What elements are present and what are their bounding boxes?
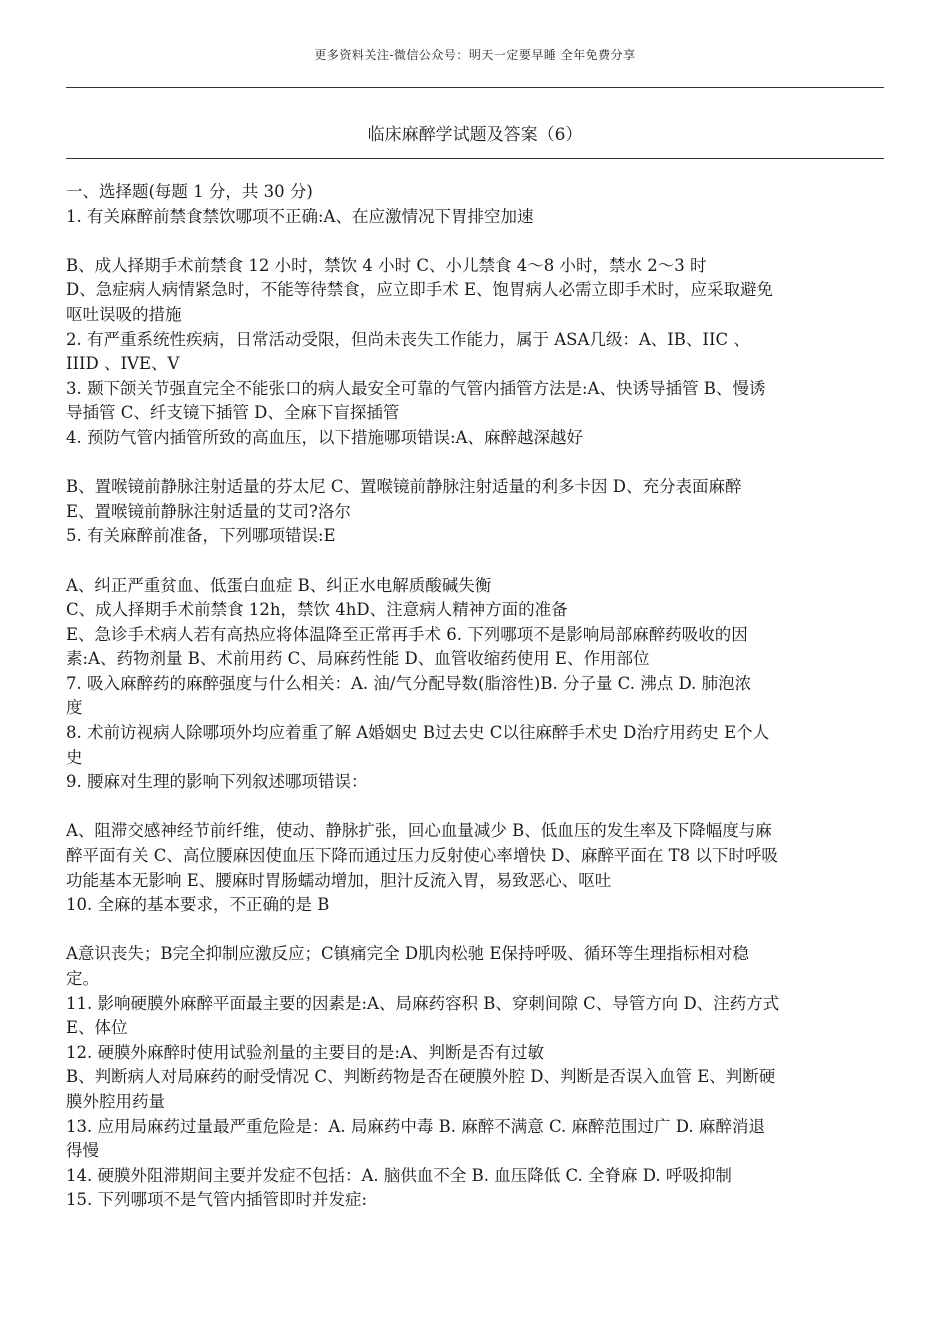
text-line: 8. 术前访视病人除哪项外均应着重了解 A婚姻史 B过去史 C以往麻醉手术史 D治疗用药史 E个人 xyxy=(66,723,770,743)
text-line: 得慢 xyxy=(66,1141,99,1161)
text-line: 7. 吸入麻醉药的麻醉强度与什么相关：A. 油/气分配导数(脂溶性)B. 分子量 C. 沸点 D. 肺泡浓 xyxy=(66,673,752,693)
text-line: 膜外腔用药量 xyxy=(66,1091,165,1111)
text-line: 11. 影响硬膜外麻醉平面最主要的因素是:A、局麻药容积 B、穿刺间隙 C、导管方向 D、注药方式 xyxy=(66,993,780,1013)
text-line: C、成人择期手术前禁食 12h，禁饮 4hD、注意病人精神方面的准备 xyxy=(66,600,568,620)
text-line: A、纠正严重贫血、低蛋白血症 B、纠正水电解质酸碱失衡 xyxy=(66,575,492,595)
text-line: A意识丧失；B完全抑制应激反应；C镇痛完全 D肌肉松驰 E保持呼吸、循环等生理指标相对稳 xyxy=(66,944,749,964)
blank-line xyxy=(66,229,878,254)
text-line: 12. 硬膜外麻醉时使用试验剂量的主要目的是:A、判断是否有过敏 xyxy=(66,1042,544,1062)
text-line: 4. 预防气管内插管所致的高血压，以下措施哪项错误:A、麻醉越深越好 xyxy=(66,427,583,447)
text-line: E、急诊手术病人若有高热应将体温降至正常再手术 6. 下列哪项不是影响局部麻醉药吸收的因 xyxy=(66,624,748,644)
title-divider xyxy=(66,158,884,159)
text-line: 一、选择题(每题 1 分，共 30 分) xyxy=(66,182,313,201)
blank-line xyxy=(66,795,878,820)
text-line: 醉平面有关 C、高位腰麻因使血压下降而通过压力反射使心率增快 D、麻醉平面在 T8 以下时呼吸 xyxy=(66,846,778,866)
text-line: 9. 腰麻对生理的影响下列叙述哪项错误： xyxy=(66,772,368,792)
text-line: 5. 有关麻醉前准备，下列哪项错误:E xyxy=(66,526,336,546)
text-line: 定。 xyxy=(66,969,99,988)
text-line: A、阻滞交感神经节前纤维，使动、静脉扩张，回心血量减少 B、低血压的发生率及下降幅度与麻 xyxy=(66,821,772,841)
text-line: E、体位 xyxy=(66,1018,128,1038)
header-divider xyxy=(66,87,884,88)
text-line: 3. 颞下颌关节强直完全不能张口的病人最安全可靠的气管内插管方法是:A、快诱导插管 B、慢诱 xyxy=(66,378,766,398)
blank-line xyxy=(66,918,878,943)
text-line: 1. 有关麻醉前禁食禁饮哪项不正确:A、在应激情况下胃排空加速 xyxy=(66,206,534,226)
text-line: 导插管 C、纤支镜下插管 D、全麻下盲探插管 xyxy=(66,403,400,423)
text-line: 功能基本无影响 E、腰麻时胃肠蠕动增加，胆汁反流入胃，易致恶心、呕吐 xyxy=(66,870,612,890)
text-line: 15. 下列哪项不是气管内插管即时并发症: xyxy=(66,1190,368,1210)
blank-line xyxy=(66,451,878,476)
page-header: 更多资料关注-微信公众号：明天一定要早睡 全年免费分享 xyxy=(314,48,636,62)
text-line: B、置喉镜前静脉注射适量的芬太尼 C、置喉镜前静脉注射适量的利多卡因 D、充分表面麻醉 xyxy=(66,477,742,497)
text-line: E、置喉镜前静脉注射适量的艾司?洛尔 xyxy=(66,501,351,521)
text-line: 13. 应用局麻药过量最严重危险是：A. 局麻药中毒 B. 麻醉不满意 C. 麻醉范围过广 D. 麻醉消退 xyxy=(66,1116,765,1136)
text-line: 史 xyxy=(66,747,83,767)
text-line: B、判断病人对局麻药的耐受情况 C、判断药物是否在硬膜外腔 D、判断是否误入血管 E、判断硬 xyxy=(66,1067,776,1087)
text-line: 呕吐误吸的措施 xyxy=(66,304,182,324)
text-line: 度 xyxy=(66,698,83,718)
document-body xyxy=(66,180,878,1213)
document-title: 临床麻醉学试题及答案（6） xyxy=(367,125,583,145)
text-line: IIID 、IVE、V xyxy=(66,354,180,374)
text-line: 2. 有严重系统性疾病，日常活动受限，但尚未丧失工作能力，属于 ASA几级：A、IB、IIC 、 xyxy=(66,329,750,349)
blank-line xyxy=(66,549,878,574)
text-line: 14. 硬膜外阻滞期间主要并发症不包括：A. 脑供血不全 B. 血压降低 C. 全脊麻 D. 呼吸抑制 xyxy=(66,1165,732,1185)
text-line: 10. 全麻的基本要求，不正确的是 B xyxy=(66,895,330,915)
text-line: B、成人择期手术前禁食 12 小时，禁饮 4 小时 C、小儿禁食 4～8 小时，禁水 2～3 时 xyxy=(66,255,707,275)
text-line: D、急症病人病情紧急时，不能等待禁食，应立即手术 E、饱胃病人必需立即手术时，应采取避免 xyxy=(66,280,774,300)
text-line: 素:A、药物剂量 B、术前用药 C、局麻药性能 D、血管收缩药使用 E、作用部位 xyxy=(66,649,650,669)
